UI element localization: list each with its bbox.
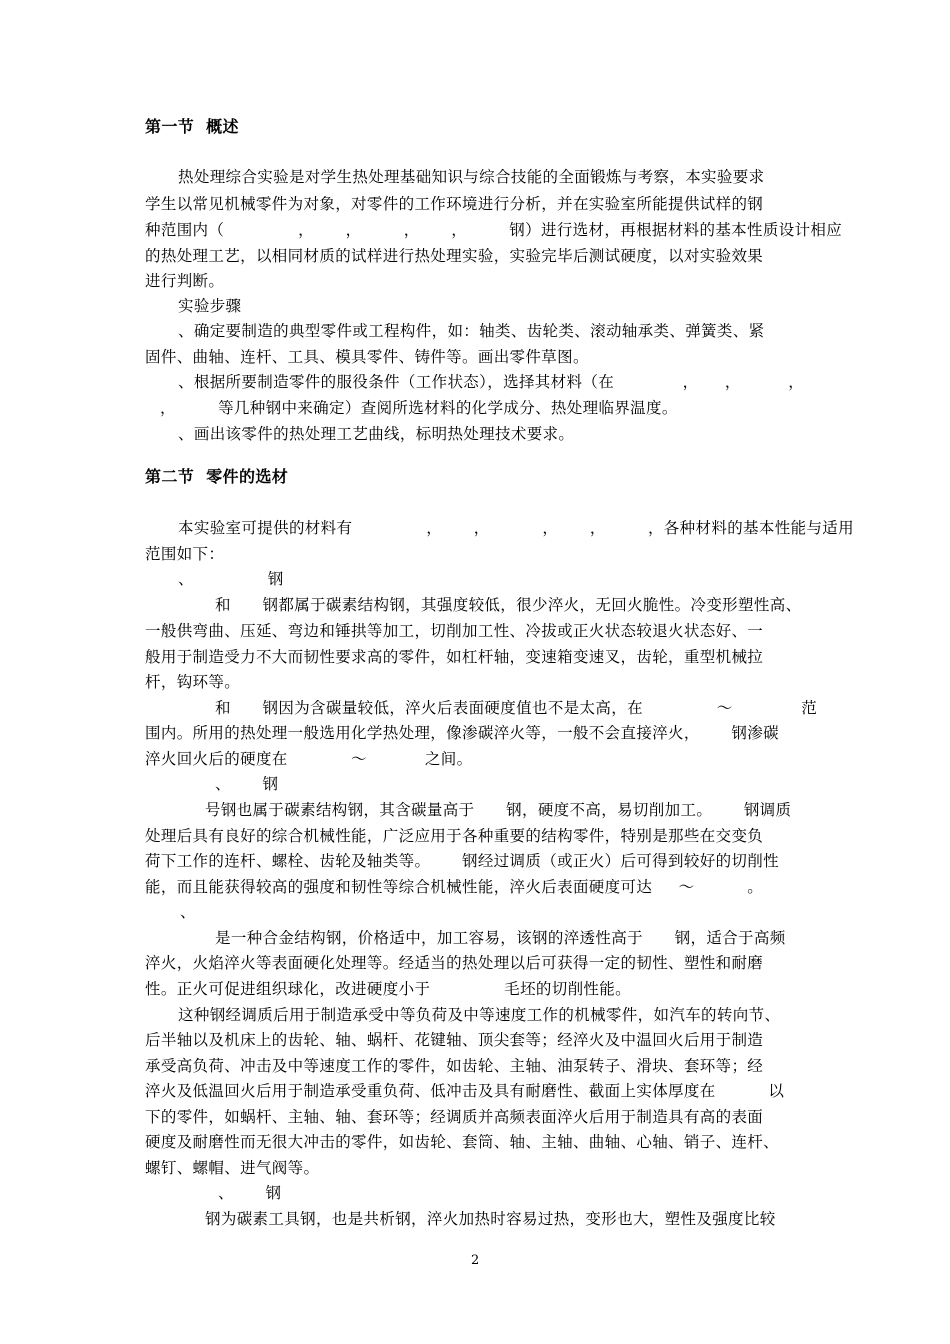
subheading-line: 、 bbox=[180, 903, 196, 921]
paragraph-line: 淬火及低温回火后用于制造承受重负荷、低冲击及具有耐磨性、截面上实体厚度在 以 bbox=[145, 1082, 785, 1100]
section-1-heading: 第一节 概述 bbox=[145, 117, 239, 136]
paragraph-line: 能，而且能获得较高的强度和韧性等综合机械性能，淬火后表面硬度可达 ～ 。 bbox=[145, 878, 764, 896]
paragraph-line: 硬度及耐磨性而无很大冲击的零件，如齿轮、套筒、轴、主轴、曲轴、心轴、销子、连杆、 bbox=[145, 1133, 780, 1151]
paragraph-line: 荷下工作的连杆、螺栓、齿轮及轴类等。 钢经过调质（或正火）后可得到较好的切削性 bbox=[145, 852, 779, 870]
paragraph-line: 螺钉、螺帽、进气阀等。 bbox=[145, 1159, 320, 1177]
paragraph-line: 热处理综合实验是对学生热处理基础知识与综合技能的全面锻炼与考察，本实验要求 bbox=[178, 168, 765, 186]
paragraph-line: 性。正火可促进组织球化，改进硬度小于 毛坯的切削性能。 bbox=[145, 980, 631, 998]
paragraph-line: 、确定要制造的典型零件或工程构件，如：轴类、齿轮类、滚动轴承类、弹簧类、紧 bbox=[178, 322, 765, 340]
paragraph-line: 、画出该零件的热处理工艺曲线，标明热处理技术要求。 bbox=[178, 425, 575, 443]
paragraph-line: 实验步骤 bbox=[178, 297, 242, 315]
paragraph-line: 般用于制造受力不大而韧性要求高的零件，如杠杆轴，变速箱变速叉，齿轮，重型机械拉 bbox=[145, 648, 764, 666]
section-2-heading: 第二节 零件的选材 bbox=[145, 467, 289, 486]
paragraph-line: 后半轴以及机床上的齿轮、轴、蜗杆、花键轴、顶尖套等；经淬火及中温回火后用于制造 bbox=[145, 1031, 764, 1049]
paragraph-line: 是一种合金结构钢，价格适中，加工容易，该钢的淬透性高于 钢，适合于高频 bbox=[215, 929, 786, 947]
paragraph-line: 号钢也属于碳素结构钢，其含碳量高于 钢，硬度不高，易切削加工。 钢调质 bbox=[205, 801, 792, 819]
paragraph-line: ， 等几种钢中来确定）查阅所选材料的化学成分、热处理临界温度。 bbox=[160, 399, 678, 417]
paragraph-line: 一般供弯曲、压延、弯边和锤拱等加工，切削加工性、冷拔或正火状态较退火状态好、一 bbox=[145, 622, 764, 640]
subheading-line: 、 钢 bbox=[215, 775, 279, 793]
paragraph-line: 承受高负荷、冲击及中等速度工作的零件，如齿轮、主轴、油泵转子、滑块、套环等；经 bbox=[145, 1057, 764, 1075]
paragraph-line: 下的零件，如蜗杆、主轴、轴、套环等；经调质并高频表面淬火后用于制造具有高的表面 bbox=[145, 1108, 764, 1126]
paragraph-line: 围内。所用的热处理一般选用化学热处理，像渗碳淬火等，一般不会直接淬火， 钢渗碳 bbox=[145, 724, 779, 742]
paragraph-line: 本实验室可提供的材料有 ， ， ， ， ，各种材料的基本性能与适用 bbox=[178, 519, 854, 537]
paragraph-line: 和 钢因为含碳量较低，淬火后表面硬度值也不是太高，在 ～ 范 bbox=[215, 699, 818, 717]
paragraph-line: 、根据所要制造零件的服役条件（工作状态），选择其材料（在 ， ， ， bbox=[178, 373, 805, 391]
paragraph-line: 钢为碳素工具钢，也是共析钢，淬火加热时容易过热，变形也大，塑性及强度比较 bbox=[205, 1210, 776, 1228]
paragraph-line: 淬火回火后的硬度在 ～ 之间。 bbox=[145, 750, 473, 768]
paragraph-line: 淬火，火焰淬火等表面硬化处理等。经适当的热处理以后可获得一定的韧性、塑性和耐磨 bbox=[145, 954, 764, 972]
paragraph-line: 杆，钩环等。 bbox=[145, 673, 241, 691]
page-number: 2 bbox=[471, 1253, 480, 1268]
paragraph-line: 处理后具有良好的综合机械性能，广泛应用于各种重要的结构零件，特别是那些在交变负 bbox=[145, 827, 764, 845]
paragraph-line: 和 钢都属于碳素结构钢，其强度较低，很少淬火，无回火脆性。冷变形塑性高、 bbox=[215, 596, 802, 614]
paragraph-line: 这种钢经调质后用于制造承受中等负荷及中等速度工作的机械零件，如汽车的转向节、 bbox=[178, 1006, 781, 1024]
paragraph-line: 固件、曲轴、连杆、工具、模具零件、铸件等。画出零件草图。 bbox=[145, 348, 589, 366]
paragraph-line: 进行判断。 bbox=[145, 272, 225, 290]
subheading-line: 、 钢 bbox=[178, 570, 284, 588]
paragraph-line: 的热处理工艺，以相同材质的试样进行热处理实验，实验完毕后测试硬度，以对实验效果 bbox=[145, 247, 764, 265]
paragraph-line: 学生以常见机械零件为对象，对零件的工作环境进行分析，并在实验室所能提供试样的钢 bbox=[145, 195, 764, 213]
subheading-line: 、 钢 bbox=[218, 1184, 282, 1202]
paragraph-line: 种范围内（ ， ， ， ， 钢）进行选材，再根据材料的基本性质设计相应 bbox=[145, 221, 843, 239]
paragraph-line: 范围如下： bbox=[145, 545, 225, 563]
